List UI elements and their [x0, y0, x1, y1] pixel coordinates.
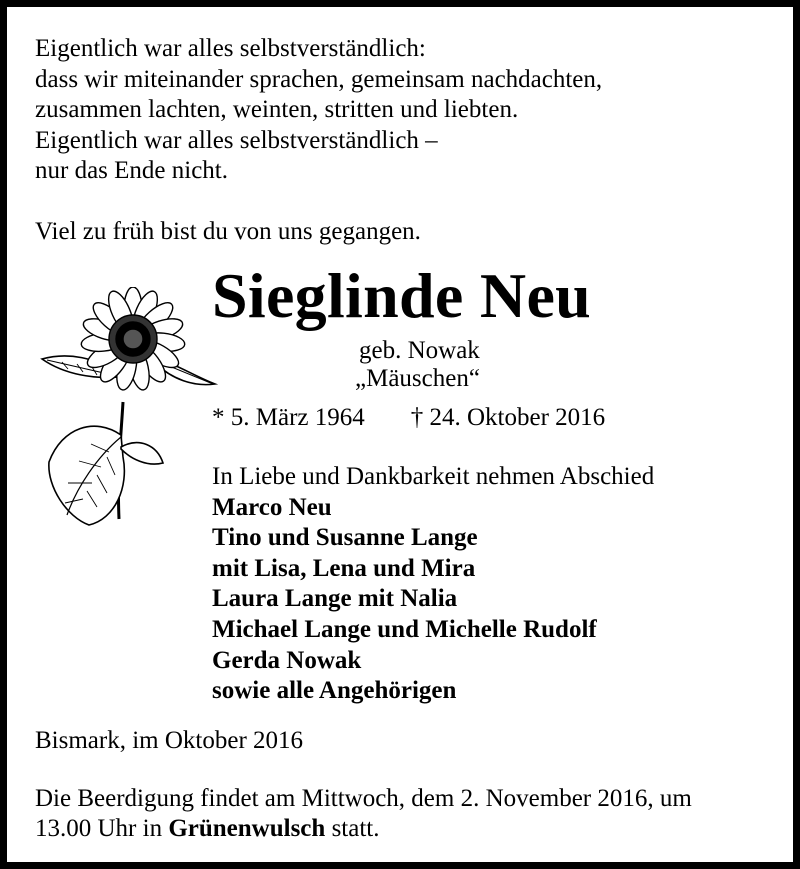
poem-line: zusammen lachten, weinten, stritten und liebten.: [35, 96, 519, 123]
birth-date: * 5. März 1964: [212, 404, 365, 431]
life-dates: [212, 403, 605, 433]
funeral-info: [35, 784, 692, 844]
intro-line: Viel zu früh bist du von uns gegangen.: [35, 218, 421, 245]
funeral-line-1: Die Beerdigung findet am Mittwoch, dem 2. November 2016, um: [35, 785, 692, 812]
death-date: † 24. Oktober 2016: [410, 404, 606, 431]
place-date: Bismark, im Oktober 2016: [35, 727, 304, 754]
mourner-line: mit Lisa, Lena und Mira: [212, 554, 476, 582]
poem-line: nur das Ende nicht.: [35, 157, 229, 184]
nickname: „Mäuschen“: [355, 365, 480, 392]
deceased-name: Sieglinde Neu: [212, 260, 592, 331]
sunflower-icon: [37, 287, 219, 527]
poem-line: Eigentlich war alles selbstverständlich:: [35, 35, 426, 62]
maiden-name: geb. Nowak: [359, 337, 480, 364]
mourner-line: Tino und Susanne Lange: [212, 524, 478, 552]
poem-line: dass wir miteinander sprachen, gemeinsam nachdachten,: [35, 65, 603, 93]
mourner-line: sowie alle Angehörigen: [212, 677, 457, 705]
poem-line: Eigentlich war alles selbstverständlich –: [35, 126, 438, 154]
poem: [35, 34, 602, 187]
farewell-line: In Liebe und Dankbarkeit nehmen Abschied: [212, 463, 655, 490]
funeral-line-2: [35, 814, 692, 844]
mourner-line: Marco Neu: [212, 493, 332, 521]
funeral-end: statt.: [325, 815, 380, 842]
funeral-time: 13.00 Uhr in: [35, 815, 169, 842]
mourner-line: Gerda Nowak: [212, 646, 362, 674]
mourners-block: [212, 462, 654, 707]
funeral-location: Grünenwulsch: [168, 815, 326, 842]
mourner-line: Laura Lange mit Nalia: [212, 585, 458, 613]
mourner-line: Michael Lange und Michelle Rudolf: [212, 615, 597, 643]
